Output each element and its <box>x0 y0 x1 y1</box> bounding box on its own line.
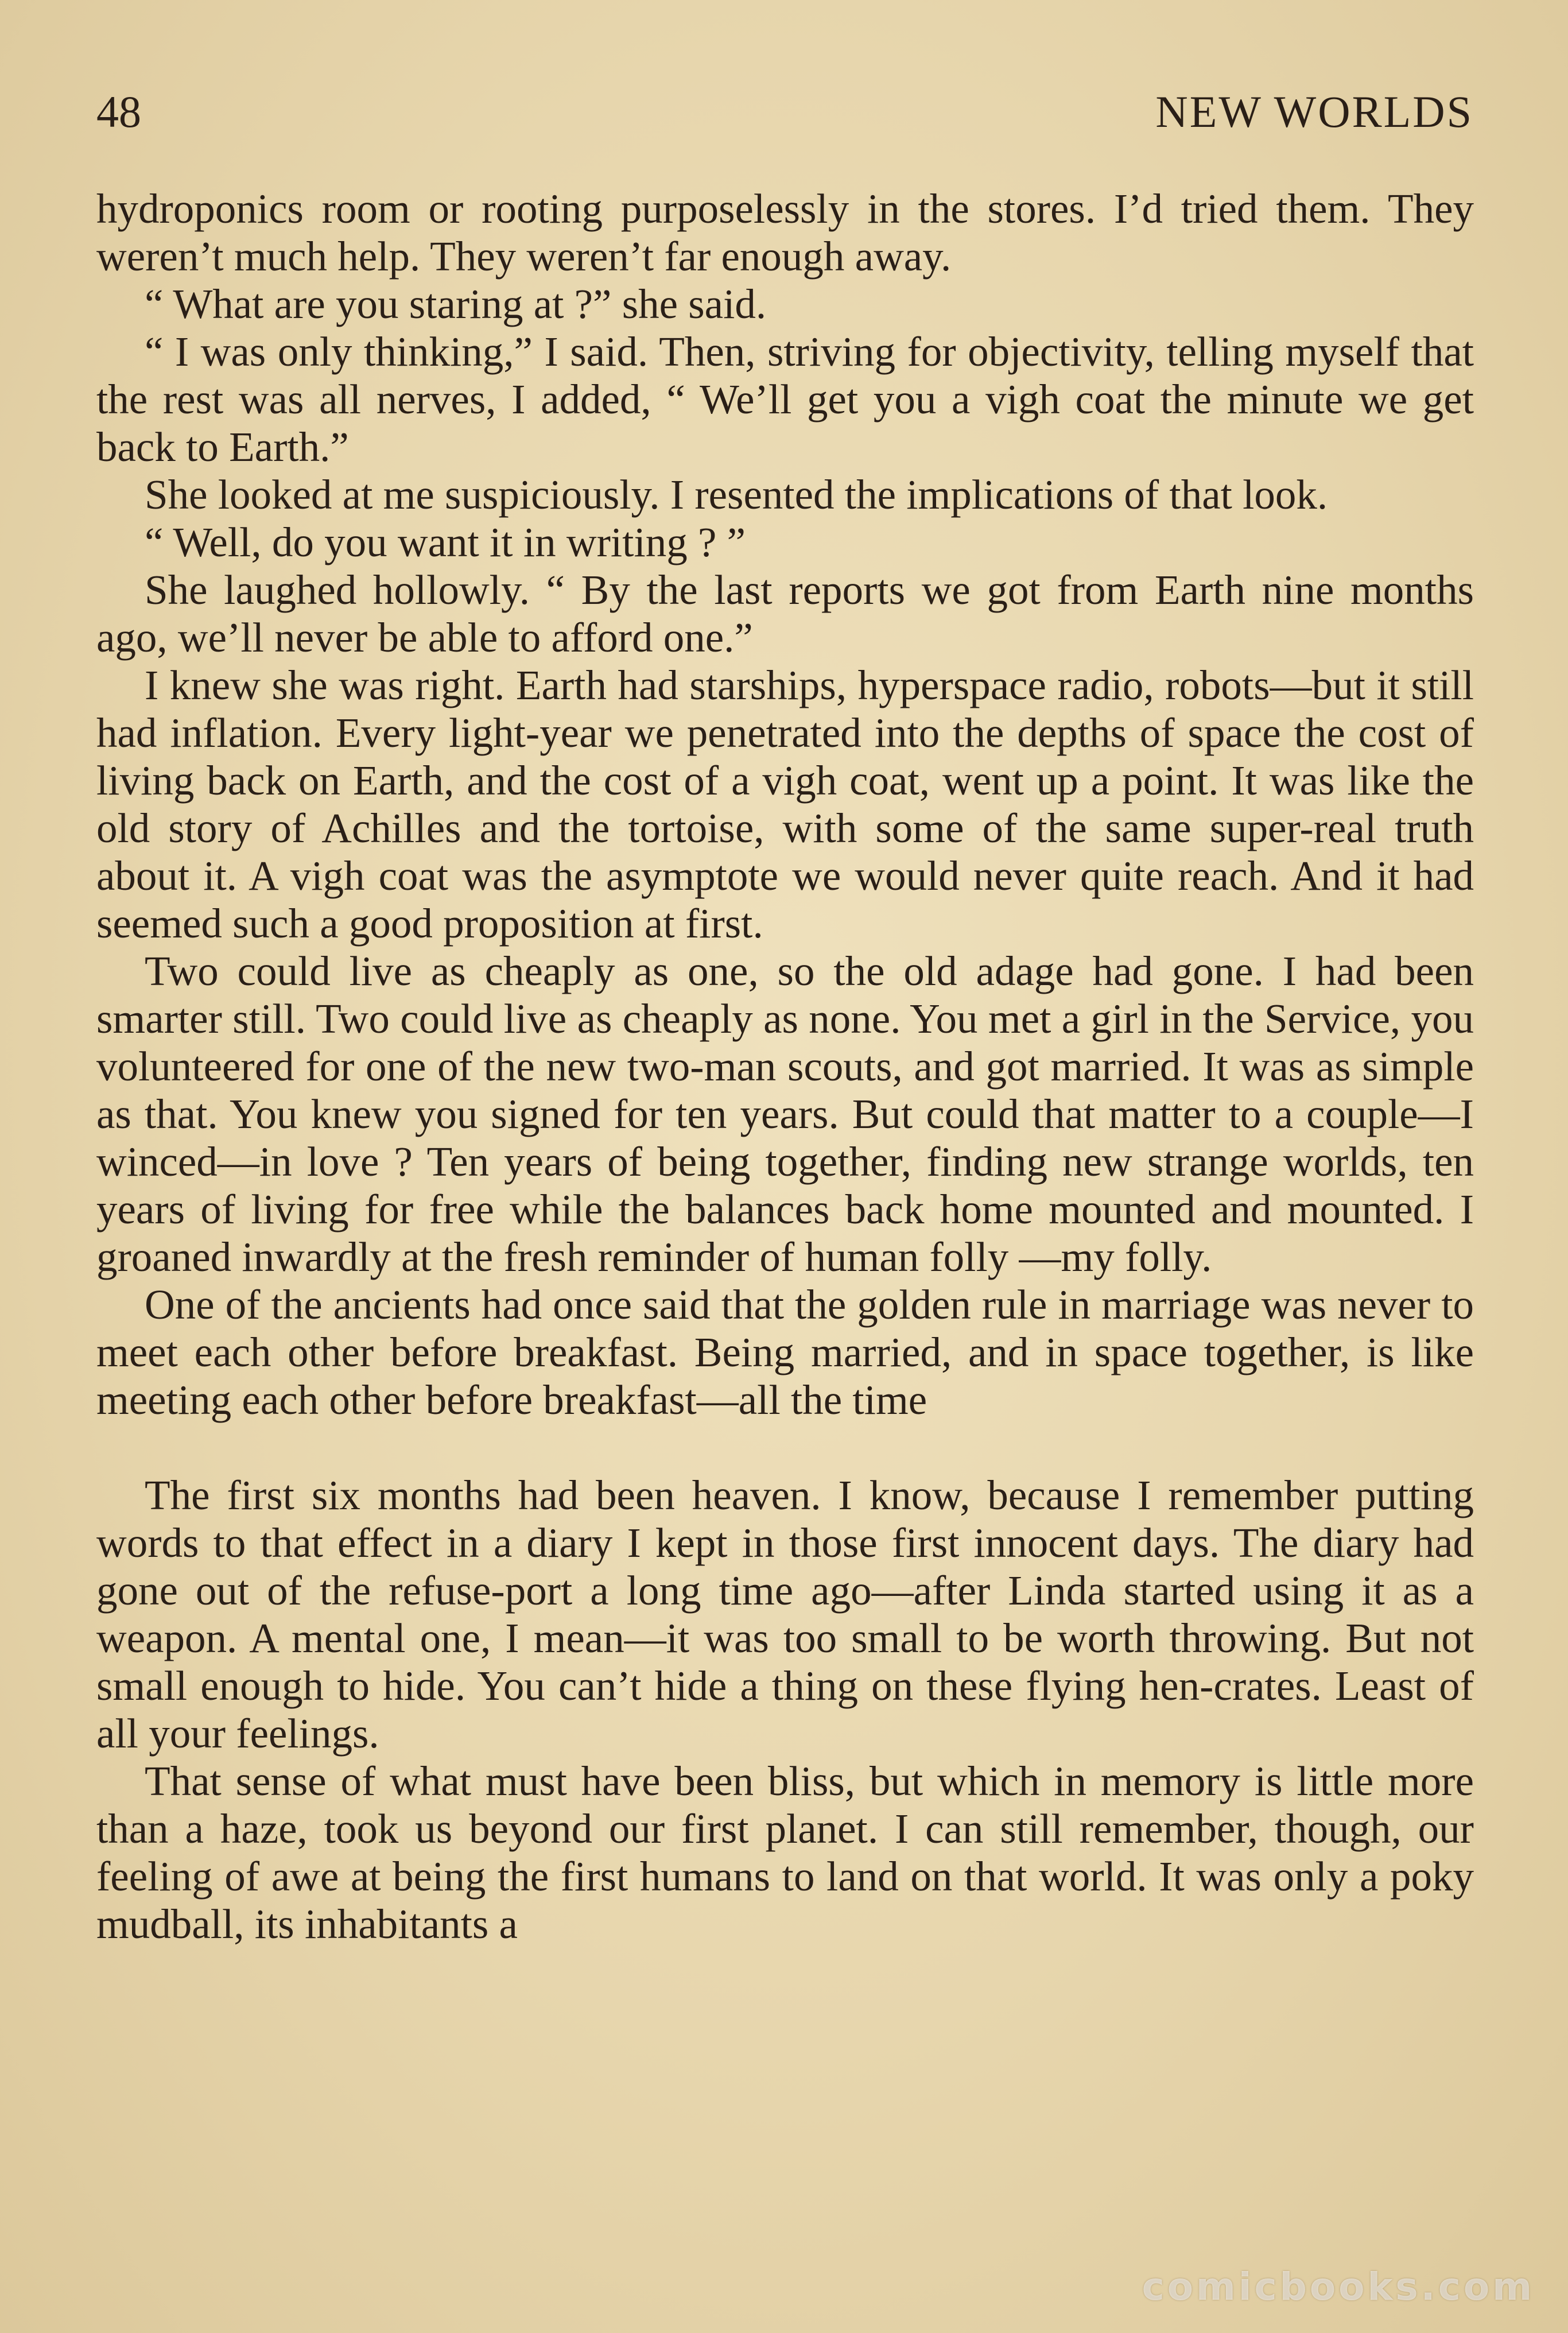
running-head: NEW WORLDS <box>1155 87 1473 137</box>
paragraph: She looked at me suspiciously. I resented the implications of that look. <box>145 471 1328 518</box>
paragraph: “ I was only thinking,” I said. Then, striving for objectivity, telling myself that the rest was all nerves, I added, “ We’ll get you a vigh coat the minute we get back to Earth.” <box>96 328 1474 470</box>
paragraph: She laughed hollowly. “ By the last reports we got from Earth nine months ago, we’ll never be able to afford one.” <box>96 567 1474 661</box>
paragraph: One of the ancients had once said that the golden rule in marriage was never to meet each other before breakfast. Being married, and in space together, is like meeting each other before breakfast—all the time <box>96 1281 1474 1423</box>
page-number: 48 <box>96 87 141 137</box>
page-header <box>96 86 1473 138</box>
paragraph: That sense of what must have been bliss, but which in memory is little more than a haze, took us beyond our first planet. I can still remember, though, our feeling of awe at being the first humans to land on that world. It was only a poky mudball, its inhabitants a <box>96 1758 1474 1947</box>
watermark: comicbooks.com <box>1142 2265 1535 2309</box>
section-break <box>96 1424 1474 1471</box>
story-text <box>96 185 1474 1948</box>
paragraph: “ What are you staring at ?” she said. <box>145 281 767 327</box>
paragraph: “ Well, do you want it in writing ? ” <box>145 519 746 565</box>
paragraph: The first six months had been heaven. I know, because I remember putting words to that effect in a diary I kept in those first innocent days. The diary had gone out of the refuse-port a long time ago—after Linda started using it as a weapon. A mental one, I mean—it was too small to be worth throwing. But not small enough to hide. You can’t hide a thing on these flying hen-crates. Least of all your feelings. <box>96 1472 1474 1757</box>
paragraph: I knew she was right. Earth had starships, hyperspace radio, robots—but it still had inflation. Every light-year we penetrated into the depths of space the cost of living back on Earth, and the cost of a vigh coat, went up a point. It was like the old story of Achilles and the tortoise, with some of the same super-real truth about it. A vigh coat was the asymptote we would never quite reach. And it had seemed such a good proposition at first. <box>96 662 1474 947</box>
paragraph: Two could live as cheaply as one, so the old adage had gone. I had been smarter still. Two could live as cheaply as none. You met a girl in the Service, you volunteered for one of the new two-man scouts, and got married. It was as simple as that. You knew you signed for ten years. But could that matter to a couple—I winced—in love ? Ten years of being together, finding new strange worlds, ten years of living for free while the balances back home mounted and mounted. I groaned inwardly at the fresh reminder of human folly —my folly. <box>96 948 1474 1280</box>
paragraph: hydroponics room or rooting purposelessly in the stores. I’d tried them. They weren’t much help. They weren’t far enough away. <box>96 185 1474 280</box>
